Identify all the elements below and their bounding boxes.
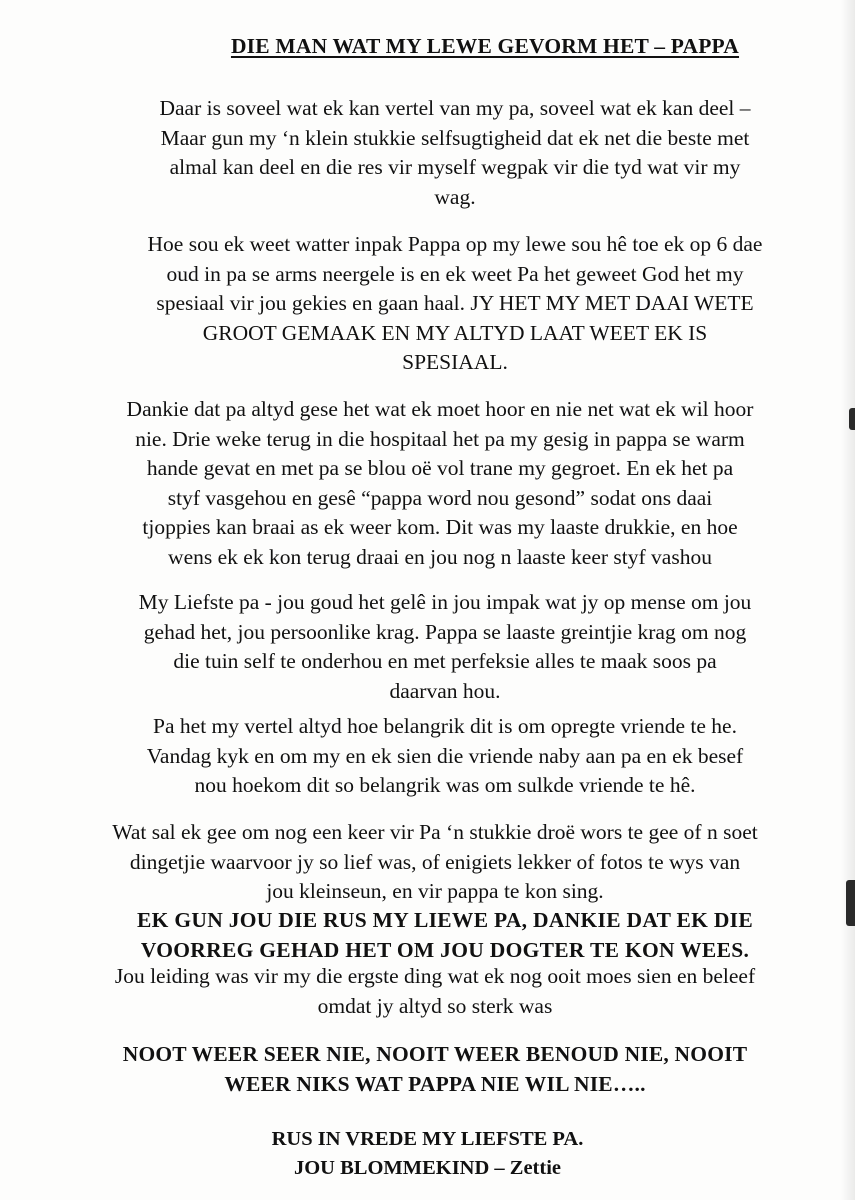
- text-line: Pa het my vertel altyd hoe belangrik dit is om opregte vriende te he.: [153, 714, 737, 738]
- text-line: wens ek ek kon terug draai en jou nog n laaste keer styf vashou: [168, 544, 712, 569]
- page-edge-shadow: [841, 0, 855, 1200]
- text-line: My Liefste pa - jou goud het gelê in jou impak wat jy op mense om jou: [138, 590, 752, 614]
- text-line: jou kleinseun, en vir pappa te kon sing.: [266, 879, 604, 903]
- text-line: die tuin self te onderhou en met perfeksie alles te maak soos pa: [173, 649, 717, 673]
- paragraph-rus-bold: [50, 906, 840, 965]
- paragraph-signature: [20, 1125, 835, 1183]
- text-line: Vandag kyk en om my en ek sien die vriende naby aan pa en ek besef: [146, 743, 744, 768]
- paragraph-impact: [70, 230, 840, 378]
- text-line: wag.: [434, 184, 476, 209]
- text-line: VOORREG GEHAD HET OM JOU DOGTER TE KON WEES.: [140, 937, 750, 962]
- text-line: Dankie dat pa altyd gese het wat ek moet hoor en nie net wat ek wil hoor: [126, 397, 754, 421]
- text-line: RUS IN VREDE MY LIEFSTE PA.: [271, 1128, 584, 1150]
- text-line: JOU BLOMMEKIND – Zettie: [293, 1157, 562, 1179]
- text-line: styf vasgehou en gesê “pappa word nou gesond” sodat ons daai: [167, 485, 713, 510]
- text-line: EK GUN JOU DIE RUS MY LIEWE PA, DANKIE DAT EK DIE: [137, 908, 753, 932]
- text-line: nie. Drie weke terug in die hospitaal het pa my gesig in pappa se warm: [135, 426, 745, 451]
- text-line: tjoppies kan braai as ek weer kom. Dit was my laaste drukkie, en hoe: [142, 515, 738, 539]
- text-line: Wat sal ek gee om nog een keer vir Pa ‘n stukkie droë wors te gee of n soet: [112, 820, 758, 844]
- text-line: Jou leiding was vir my die ergste ding wat ek nog ooit moes sien en beleef: [114, 964, 756, 988]
- text-line: oud in pa se arms neergele is en ek weet Pa het geweet God het my: [166, 261, 744, 286]
- text-line: almal kan deel en die res vir myself wegpak vir die tyd wat vir my: [169, 155, 741, 179]
- text-line: NOOT WEER SEER NIE, NOOIT WEER BENOUD NIE, NOOIT: [122, 1042, 748, 1066]
- paragraph-hospital: [45, 395, 835, 572]
- text-line: dingetjie waarvoor jy so lief was, of enigiets lekker of fotos te wys van: [129, 849, 741, 874]
- text-line: GROOT GEMAAK EN MY ALTYD LAAT WEET EK IS: [202, 320, 708, 345]
- text-line: Hoe sou ek weet watter inpak Pappa op my lewe sou hê toe ek op 6 dae: [147, 232, 763, 256]
- page-title: [0, 34, 855, 59]
- binding-mark: [846, 880, 855, 926]
- paragraph-intro: [70, 94, 840, 212]
- text-line: gehad het, jou persoonlike krag. Pappa se laaste greintjie krag om nog: [143, 619, 747, 644]
- text-line: spesiaal vir jou gekies en gaan haal. JY HET MY MET DAAI WETE: [156, 291, 754, 315]
- text-line: SPESIAAL.: [402, 350, 508, 374]
- page-title-text: DIE MAN WAT MY LEWE GEVORM HET – PAPPA: [230, 34, 740, 58]
- text-line: daarvan hou.: [389, 678, 501, 703]
- text-line: Maar gun my ‘n klein stukkie selfsugtigheid dat ek net die beste met: [160, 125, 750, 150]
- paragraph-wors: [45, 818, 825, 907]
- paragraph-goud: [55, 588, 835, 706]
- paragraph-vriende: [60, 712, 830, 801]
- text-line: hande gevat en met pa se blou oë vol trane my gegroet. En ek het pa: [146, 456, 734, 480]
- text-line: nou hoekom dit so belangrik was om sulkde vriende te hê.: [194, 773, 696, 797]
- paragraph-nooit: [40, 1040, 830, 1099]
- text-line: omdat jy altyd so sterk was: [317, 993, 553, 1018]
- text-line: WEER NIKS WAT PAPPA NIE WIL NIE…..: [224, 1071, 646, 1096]
- paragraph-leiding: [40, 962, 830, 1021]
- text-line: Daar is soveel wat ek kan vertel van my pa, soveel wat ek kan deel –: [159, 96, 751, 120]
- binding-mark: [849, 408, 855, 430]
